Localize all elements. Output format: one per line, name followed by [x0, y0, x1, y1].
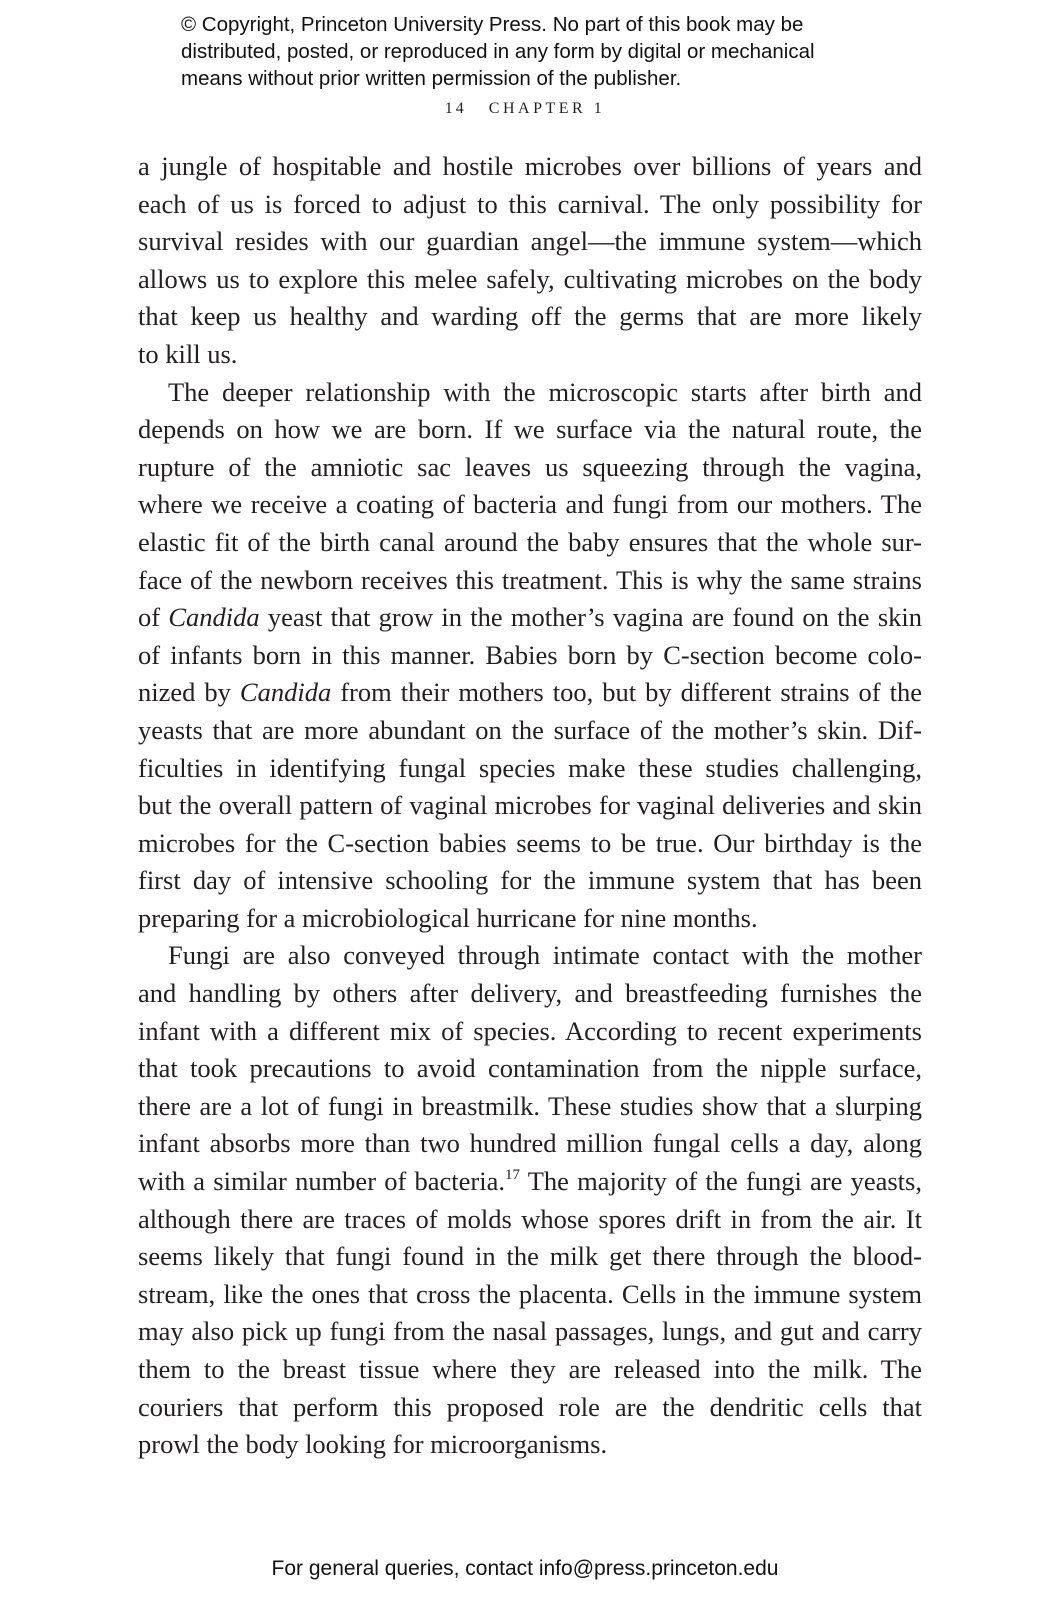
text-line: infant with a different mix of species. According to recent experiments: [138, 1015, 922, 1046]
text-line: preparing for a microbiological hurricane for nine months.: [138, 902, 758, 933]
text-line: may also pick up fungi from the nasal passages, lungs, and gut and carry: [138, 1316, 922, 1347]
paragraph-2: [138, 374, 922, 938]
page-number: 14: [444, 100, 467, 117]
text-line: to kill us.: [138, 338, 238, 369]
text-line: Fungi are also conveyed through intimate contact with the mother: [168, 940, 922, 971]
text-line: of infants born in this manner. Babies born by C-section become colo-: [138, 639, 922, 670]
copyright-line: distributed, posted, or reproduced in any form by digital or mechanical: [181, 40, 815, 63]
text-line: where we receive a coating of bacteria and fungi from our mothers. The: [138, 489, 922, 520]
text-line: ficulties in identifying fungal species make these studies challenging,: [138, 752, 922, 783]
text-line: stream, like the ones that cross the placenta. Cells in the immune system: [138, 1278, 922, 1309]
text-line: that keep us healthy and warding off the germs that are more likely: [138, 301, 922, 332]
text-line: elastic fit of the birth canal around the baby ensures that the whole sur-: [138, 526, 922, 557]
paragraph-3: [138, 937, 922, 1463]
text-line: yeasts that are more abundant on the surface of the mother’s skin. Dif-: [138, 714, 922, 745]
text-line: prowl the body looking for microorganisms.: [138, 1429, 608, 1460]
text-line: microbes for the C-section babies seems to be true. Our birthday is the: [138, 827, 922, 858]
text-line: The deeper relationship with the microscopic starts after birth and: [168, 376, 922, 407]
text-line: depends on how we are born. If we surface via the natural route, the: [138, 414, 922, 445]
text-segment: from their mothers too, but by different strains of the: [331, 677, 923, 708]
body-text: [138, 148, 922, 1464]
copyright-line: © Copyright, Princeton University Press. No part of this book may be: [181, 13, 804, 36]
copyright-line: means without prior written permission of the publisher.: [181, 67, 682, 90]
text-line: allows us to explore this melee safely, cultivating microbes on the body: [138, 263, 922, 294]
chapter-label: CHAPTER 1: [488, 100, 606, 117]
text-line: face of the newborn receives this treatment. This is why the same strains: [138, 564, 922, 595]
text-line: [138, 1163, 922, 1201]
text-line: each of us is forced to adjust to this carnival. The only possibility for: [138, 188, 922, 219]
text-line: there are a lot of fungi in breastmilk. These studies show that a slurping: [138, 1090, 922, 1121]
text-segment: of: [138, 602, 169, 633]
text-line: couriers that perform this proposed role are the dendritic cells that: [138, 1391, 922, 1422]
text-line: survival resides with our guardian angel—the immune system—which: [138, 226, 922, 257]
text-segment: yeast that grow in the mother’s vagina are found on the skin: [259, 602, 923, 633]
footer-contact: For general queries, contact info@press.princeton.edu: [271, 1557, 779, 1580]
text-line: first day of intensive schooling for the immune system that has been: [138, 865, 922, 896]
running-head: [0, 100, 1050, 118]
text-line: and handling by others after delivery, and breastfeeding furnishes the: [138, 978, 922, 1009]
text-line: infant absorbs more than two hundred million fungal cells a day, along: [138, 1128, 922, 1159]
italic-term: Candida: [168, 602, 260, 633]
text-line: but the overall pattern of vaginal microbes for vaginal deliveries and skin: [138, 790, 922, 821]
text-line: although there are traces of molds whose spores drift in from the air. It: [138, 1203, 922, 1234]
text-segment: The majority of the fungi are yeasts,: [519, 1166, 922, 1197]
footnote-reference: 17: [504, 1167, 520, 1184]
paragraph-1: [138, 148, 922, 374]
copyright-notice: [181, 11, 901, 92]
italic-term: Candida: [239, 677, 332, 708]
text-line: rupture of the amniotic sac leaves us squeezing through the vagina,: [138, 451, 922, 482]
text-segment: with a similar number of bacteria.: [138, 1166, 505, 1197]
text-line: [138, 599, 922, 637]
text-line: that took precautions to avoid contamination from the nipple surface,: [138, 1053, 922, 1084]
text-line: [138, 674, 922, 712]
text-line: them to the breast tissue where they are released into the milk. The: [138, 1354, 922, 1384]
text-line: a jungle of hospitable and hostile microbes over billions of years and: [138, 151, 922, 181]
text-segment: nized by: [138, 677, 240, 708]
text-line: seems likely that fungi found in the milk get there through the blood-: [138, 1241, 922, 1272]
